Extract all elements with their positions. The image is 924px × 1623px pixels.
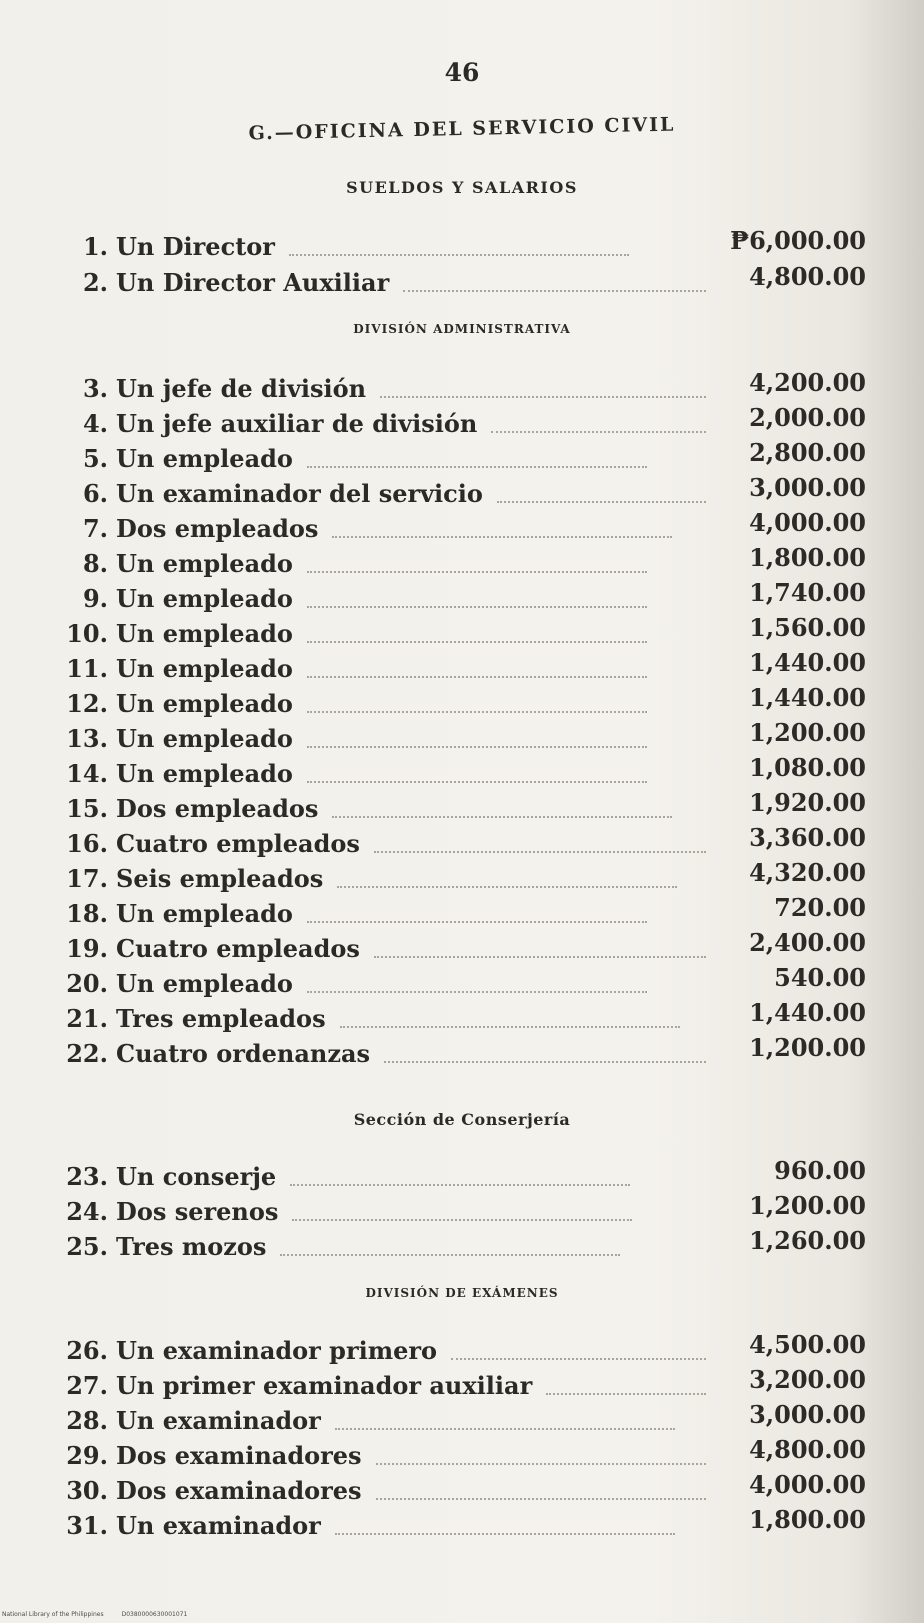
- list-item: [46, 368, 866, 406]
- dot-leader: [307, 907, 647, 923]
- list-item: [46, 1033, 866, 1071]
- item-label: Dos examinadores: [116, 1441, 362, 1470]
- dot-leader: [337, 872, 677, 888]
- item-number: 18.: [66, 899, 108, 928]
- dot-leader: [335, 1414, 675, 1430]
- list-item: [46, 683, 866, 721]
- item-amount: ₱6,000.00: [730, 226, 866, 255]
- item-number: 22.: [66, 1039, 108, 1068]
- item-label: Un empleado: [116, 619, 293, 648]
- page-number: 46: [444, 58, 480, 87]
- list-item: [46, 1156, 866, 1194]
- dot-leader: [451, 1344, 706, 1360]
- list-item: [46, 753, 866, 791]
- item-amount: 1,560.00: [749, 613, 866, 642]
- item-amount: 1,440.00: [749, 683, 866, 712]
- dot-leader: [290, 1170, 630, 1186]
- scan-footer: [2, 1611, 187, 1618]
- item-amount: 720.00: [774, 893, 866, 922]
- dot-leader: [332, 802, 672, 818]
- list-item: [46, 858, 866, 896]
- item-amount: 1,200.00: [749, 718, 866, 747]
- item-number: 8.: [82, 549, 108, 578]
- list-item: [46, 578, 866, 616]
- item-label: Un empleado: [116, 899, 293, 928]
- list-item: [46, 963, 866, 1001]
- dot-leader: [307, 627, 647, 643]
- item-label: Un examinador: [116, 1406, 321, 1435]
- item-number: 31.: [66, 1511, 108, 1540]
- item-label: Un conserje: [116, 1162, 277, 1191]
- item-number: 13.: [66, 724, 108, 753]
- item-label: Dos examinadores: [116, 1476, 362, 1505]
- item-label: Un examinador del servicio: [116, 479, 483, 508]
- item-number: 14.: [66, 759, 108, 788]
- item-label: Un Director Auxiliar: [116, 268, 390, 297]
- item-number: 25.: [66, 1232, 108, 1261]
- dot-leader: [376, 1484, 706, 1500]
- item-amount: 3,000.00: [749, 473, 866, 502]
- list-item: [46, 438, 866, 476]
- list-item: [46, 473, 866, 511]
- item-amount: 1,800.00: [749, 1505, 866, 1534]
- item-label: Un empleado: [116, 444, 293, 473]
- list-item: [46, 1470, 866, 1508]
- item-number: 12.: [66, 689, 108, 718]
- item-label: Un empleado: [116, 689, 293, 718]
- dot-leader: [497, 487, 706, 503]
- item-label: Un examinador: [116, 1511, 321, 1540]
- item-number: 7.: [82, 514, 108, 543]
- page-title: G.—OFICINA DEL SERVICIO CIVIL: [248, 113, 676, 145]
- dot-leader: [380, 382, 706, 398]
- item-amount: 4,320.00: [749, 858, 866, 887]
- list-item: [46, 1226, 866, 1264]
- list-item: [46, 718, 866, 756]
- dot-leader: [403, 276, 706, 292]
- item-amount: 3,000.00: [749, 1400, 866, 1429]
- item-amount: 2,000.00: [749, 403, 866, 432]
- item-number: 2.: [82, 268, 108, 297]
- item-amount: 4,200.00: [749, 368, 866, 397]
- item-amount: 4,000.00: [749, 508, 866, 537]
- item-amount: 4,800.00: [749, 1435, 866, 1464]
- item-number: 24.: [66, 1197, 108, 1226]
- item-amount: 1,200.00: [749, 1033, 866, 1062]
- item-label: Dos empleados: [116, 514, 319, 543]
- item-label: Un jefe auxiliar de división: [116, 409, 478, 438]
- item-label: Un primer examinador auxiliar: [116, 1371, 533, 1400]
- item-number: 5.: [82, 444, 108, 473]
- item-amount: 1,920.00: [749, 788, 866, 817]
- list-item: [46, 1505, 866, 1543]
- list-item: [46, 1191, 866, 1229]
- dot-leader: [307, 557, 647, 573]
- item-number: 19.: [66, 934, 108, 963]
- item-amount: 2,800.00: [749, 438, 866, 467]
- item-label: Un jefe de división: [116, 374, 367, 403]
- dot-leader: [491, 417, 706, 433]
- list-item: [46, 543, 866, 581]
- dot-leader: [376, 1449, 706, 1465]
- section-heading-conserjeria: Sección de Conserjería: [353, 1110, 571, 1129]
- item-amount: 4,800.00: [749, 262, 866, 291]
- item-amount: 2,400.00: [749, 928, 866, 957]
- dot-leader: [307, 452, 647, 468]
- dot-leader: [307, 697, 647, 713]
- item-number: 20.: [66, 969, 108, 998]
- list-item: [46, 788, 866, 826]
- dot-leader: [340, 1012, 680, 1028]
- dot-leader: [307, 767, 647, 783]
- item-number: 4.: [82, 409, 108, 438]
- item-amount: 1,080.00: [749, 753, 866, 782]
- list-item: [46, 508, 866, 546]
- section-heading-sueldos: SUELDOS Y SALARIOS: [346, 178, 578, 197]
- item-number: 15.: [66, 794, 108, 823]
- item-amount: 1,260.00: [749, 1226, 866, 1255]
- item-number: 11.: [66, 654, 108, 683]
- section-heading-division-administrativa: DIVISIÓN ADMINISTRATIVA: [353, 322, 571, 336]
- item-label: Cuatro empleados: [116, 829, 360, 858]
- item-label: Un empleado: [116, 654, 293, 683]
- item-number: 9.: [82, 584, 108, 613]
- footer-source: National Library of the Philippines: [2, 1611, 104, 1618]
- list-item: [46, 613, 866, 651]
- item-number: 17.: [66, 864, 108, 893]
- dot-leader: [374, 942, 706, 958]
- item-amount: 1,440.00: [749, 998, 866, 1027]
- item-amount: 540.00: [774, 963, 866, 992]
- item-label: Un empleado: [116, 584, 293, 613]
- item-number: 27.: [66, 1371, 108, 1400]
- list-item: [46, 998, 866, 1036]
- item-amount: 3,200.00: [749, 1365, 866, 1394]
- section-heading-division-examenes: DIVISIÓN DE EXÁMENES: [365, 1286, 559, 1300]
- item-number: 3.: [82, 374, 108, 403]
- item-number: 30.: [66, 1476, 108, 1505]
- list-item: [46, 823, 866, 861]
- dot-leader: [384, 1047, 706, 1063]
- dot-leader: [332, 522, 672, 538]
- item-amount: 1,740.00: [749, 578, 866, 607]
- item-label: Un empleado: [116, 549, 293, 578]
- footer-code: D0380000630001071: [121, 1611, 188, 1618]
- item-amount: 3,360.00: [749, 823, 866, 852]
- list-item: [46, 928, 866, 966]
- item-label: Un Director: [116, 232, 275, 261]
- item-label: Un empleado: [116, 724, 293, 753]
- dot-leader: [307, 662, 647, 678]
- dot-leader: [546, 1379, 706, 1395]
- item-number: 23.: [66, 1162, 108, 1191]
- dot-leader: [335, 1519, 675, 1535]
- item-label: Seis empleados: [116, 864, 324, 893]
- list-item: [46, 648, 866, 686]
- list-item: [46, 262, 866, 300]
- dot-leader: [307, 732, 647, 748]
- item-amount: 1,800.00: [749, 543, 866, 572]
- list-item: [46, 1400, 866, 1438]
- item-label: Cuatro empleados: [116, 934, 360, 963]
- item-label: Cuatro ordenanzas: [116, 1039, 371, 1068]
- dot-leader: [307, 977, 647, 993]
- list-item: [46, 893, 866, 931]
- item-amount: 1,440.00: [749, 648, 866, 677]
- dot-leader: [292, 1205, 632, 1221]
- item-number: 26.: [66, 1336, 108, 1365]
- dot-leader: [374, 837, 706, 853]
- item-label: Un empleado: [116, 759, 293, 788]
- item-number: 21.: [66, 1004, 108, 1033]
- item-number: 1.: [82, 232, 108, 261]
- item-amount: 960.00: [774, 1156, 866, 1185]
- item-label: Tres mozos: [116, 1232, 267, 1261]
- item-amount: 4,000.00: [749, 1470, 866, 1499]
- dot-leader: [307, 592, 647, 608]
- item-amount: 4,500.00: [749, 1330, 866, 1359]
- item-number: 29.: [66, 1441, 108, 1470]
- item-number: 16.: [66, 829, 108, 858]
- list-item: [46, 1330, 866, 1368]
- dot-leader: [280, 1240, 620, 1256]
- item-label: Dos empleados: [116, 794, 319, 823]
- list-item: [46, 1435, 866, 1473]
- item-number: 10.: [66, 619, 108, 648]
- list-item: [46, 403, 866, 441]
- item-label: Dos serenos: [116, 1197, 279, 1226]
- item-label: Un empleado: [116, 969, 293, 998]
- item-label: Tres empleados: [116, 1004, 326, 1033]
- item-number: 6.: [82, 479, 108, 508]
- item-number: 28.: [66, 1406, 108, 1435]
- item-label: Un examinador primero: [116, 1336, 438, 1365]
- item-amount: 1,200.00: [749, 1191, 866, 1220]
- list-item: [46, 226, 866, 264]
- list-item: [46, 1365, 866, 1403]
- dot-leader: [289, 240, 629, 256]
